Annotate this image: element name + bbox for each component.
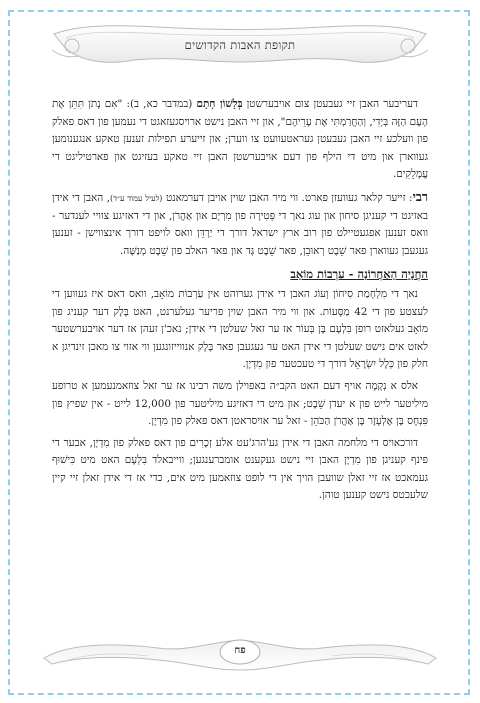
page-body: [52, 96, 428, 509]
p1-text-c: (במדבר כא, ב): "אִם נָתֹן תִּתֵּן אֶת הָעָם הַזֶּה בְּיָדִי, וְהַחֲרַמְתִּי אֶת עָרֵיהֶם", און זיי האבן נישט ארויסגעזאגט די נעמען פון דאס פאלק פון וועלכע זיי האבן געבעטן געראטעוועט צו ווערן; און זייערע תפילות זענען טאקע אנגענומען געווארן און מיט די הילף פון דעם אויבערשטן האבן זיי טאקע בעזיגט און פארטיליגט די עֲמָלֵקִים.: [52, 98, 428, 181]
paragraph-4: אלס א נְקָמָה אויף דעם האט הקב״ה באפוילן משה רבינו אז ער זאל צוזאמנעמען א טרופע מיליטער לייט פון א יעדן שֵׁבֶט; און מיט די דאזיגע מיליטער פון 12,000 לייט - אין שפיץ פון פִּנְחָס בֶּן אֶלְעָזָר בֶּן אַהֲרֹן הַכֹּהֵן - זאל ער אויסראטן דאס פאלק פון מִדְיָן.: [52, 379, 428, 428]
section-heading: הַחֲנָיָה הָאַחֲרוֹנָה - עַרְבוֹת מוֹאָב: [290, 267, 428, 282]
header-banner: [46, 16, 434, 74]
p2-reference-note: (לעיל עמוד ע״ד): [110, 193, 163, 203]
paragraph-3: נאך די מִלְחָמַת סִיחוֹן וְעוֹג האבן די אידן גערוהט אין עַרְבוֹת מוֹאָב, וואס דאס איז געווען די לעצטע פון די 42 מַסָּעוֹת. און ווי מיר האבן שוין פריער געלערנט, האט בָּלָק דער קעניג פון מוֹאָב געלאזט רופן בִּלְעָם בֶּן בְּעוֹר אז ער זאל שעלטן די אידן; נאכ'ן זעהן אז דער אויבערשטער לאזט אים נישט שעלטן די אידן האט ער געגעבן פאר בָּלָק אנווייזונגען ווי אזוי צו מאכן זינדיגן א חלק פון כְּלָל יִשְׂרָאֵל דורך די טעכטער פון מִדְיָן.: [52, 287, 428, 371]
paragraph-2: [52, 188, 428, 260]
footer-banner: [38, 630, 442, 676]
p2-lead-word: רבי: [412, 188, 429, 204]
p1-text-a: דעריבער האבן זיי געבעטן צום אויבערשטן: [242, 98, 419, 110]
p2-text-a: : זייער קלאר געוועזן פארט. ווי מיר האבן שוין אויבן דערמאנט: [162, 191, 413, 204]
running-header-title: תקופת האבות הקדושים: [184, 38, 296, 52]
p2-text-b: , האבן די אידן באזיגט די קעניגן סיחון און עוג נאך די פְּטִירָה פון מִרְיָם און אַהֲרֹן, און די דאזיגע צוויי לענדער - וואס זענען אפגעטיילט פון רוב ארץ ישראל דורך די יַרְדֵּן וואס לויפט דורך אינצווישן - זענען געגעבן געווארן פאר שֵׁבֶט רְאוּבֵן, פאר שֵׁבֶט גָּד און פאר האלב פון שֵׁבֶט מְנַשֶּׁה.: [52, 191, 428, 257]
paragraph-5: דורכאויס די מלחמה האבן די אידן גע'הרג'עט אלע זְכָרִים פון דאס פאלק פון מִדְיָן, אבער די פינף קעניגן פון מִדְיָן האבן זיי נישט געקענט אומברענגען; ווייבאלד בִּלְעָם האט מיט כִּישׁוּף געמאכט אז זיי זאלן שוועבן הויך אין די לופט צוזאמען מיט אים, כדי אז די אידן זאלן זיי קיין שלעכטס נישט קענען טוהן.: [52, 436, 428, 502]
page-number: פח: [234, 645, 246, 656]
paragraph-1: [52, 96, 428, 184]
p1-text-bold: בְּלָשׁוֹן חָתָם: [196, 98, 243, 110]
